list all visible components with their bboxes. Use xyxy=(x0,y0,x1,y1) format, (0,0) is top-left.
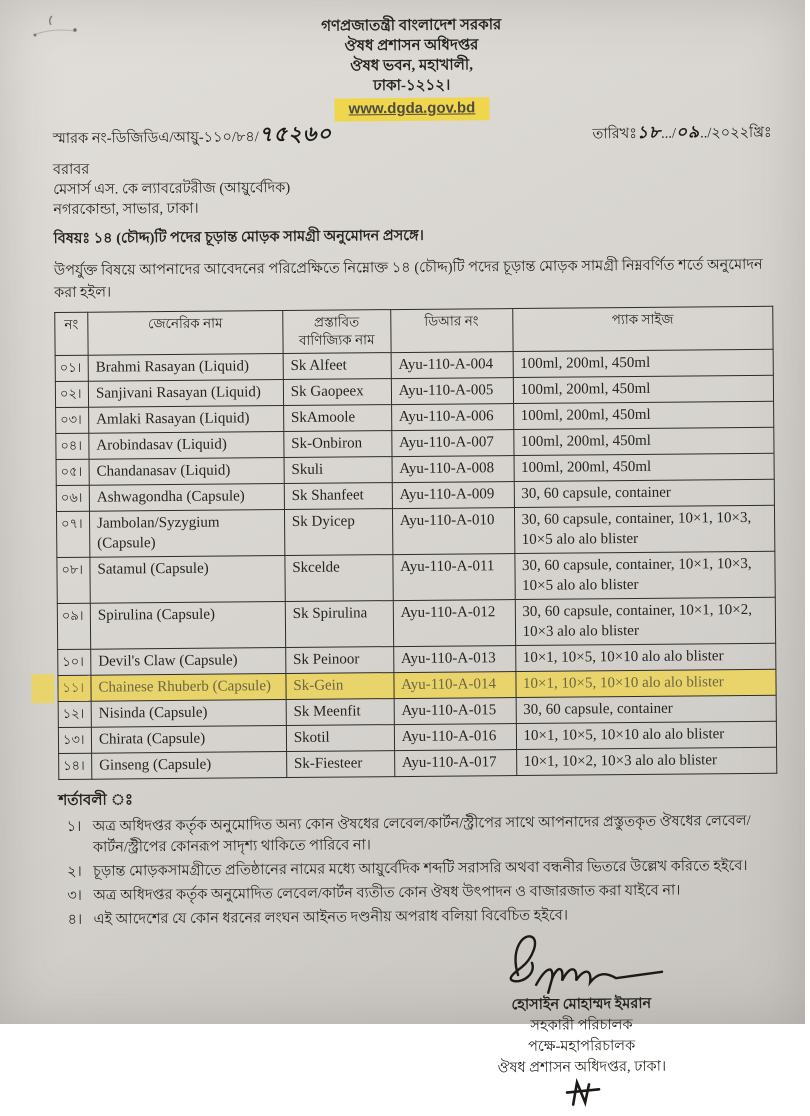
table-row xyxy=(56,505,774,557)
cell-brand-name: Sk Dyicep xyxy=(284,509,392,556)
date-year: ২০২২খ্রিঃ xyxy=(711,124,772,142)
cell-generic-name: Satamul (Capsule) xyxy=(90,556,285,604)
company-name: মেসার্স এস. কে ল্যাবরেটরীজ (আয়ুর্বেদিক) xyxy=(53,179,291,199)
condition-text: অত্র অধিদপ্তর কর্তৃক অনুমোদিত লেবেল/কার্টন ব্যতীত কোন ঔষধ উৎপাদন ও বাজারজাত করা যাইবে না। xyxy=(93,882,681,904)
signer-name: হোসাইন মোহাম্মদ ইমরান xyxy=(511,995,652,1014)
building-line: ঔষধ ভবন, মহাখালী, xyxy=(350,57,474,75)
memo-date-row xyxy=(53,122,772,152)
cell-dr-no: Ayu-110-A-011 xyxy=(393,554,515,601)
condition-item xyxy=(59,856,778,883)
col-header-pack-size: প্যাক সাইজ xyxy=(512,306,773,351)
cell-generic-name: Nisinda (Capsule) xyxy=(91,700,286,728)
cell-brand-name: Skuli xyxy=(284,457,392,484)
col-header-dr-no: ডিআর নং xyxy=(390,309,512,353)
cell-pack-size: 100ml, 200ml, 450ml xyxy=(513,375,774,403)
cell-dr-no: Ayu-110-A-012 xyxy=(393,600,515,647)
cell-pack-size: 100ml, 200ml, 450ml xyxy=(513,349,774,377)
cell-brand-name: Skotil xyxy=(286,725,394,752)
cell-brand-name: Sk Gaopeex xyxy=(283,379,391,406)
memo-number xyxy=(52,121,333,152)
addressee-block xyxy=(53,154,772,220)
cell-brand-name: Sk-Onbiron xyxy=(284,431,392,458)
cell-serial: ১৩। xyxy=(58,727,91,753)
approved-products-table xyxy=(54,306,777,780)
cell-dr-no: Ayu-110-A-007 xyxy=(392,430,514,457)
condition-text: চূড়ান্ত মোড়কসামগ্রীতে প্রতিষ্ঠানের নামের মধ্যে আয়ুর্বেদিক শব্দটি সরাসরি অথবা বন্ধনীর ভিতরে উল্লেখ করিতে হইবে। xyxy=(93,858,748,880)
cell-serial: ০৯। xyxy=(57,603,90,649)
city-line: ঢাকা-১২১২। xyxy=(373,77,451,95)
date-line xyxy=(592,122,771,148)
website-link: www.dgda.gov.bd xyxy=(335,97,490,121)
cell-brand-name: Sk Peinoor xyxy=(285,647,393,674)
cell-pack-size: 10×1, 10×5, 10×10 alo alo blister xyxy=(516,721,777,749)
condition-text: এই আদেশের যে কোন ধরনের লংঘন আইনত দণ্ডনীয় অপরাধ বলিয়া বিবেচিত হইবে। xyxy=(93,907,569,928)
cell-dr-no: Ayu-110-A-013 xyxy=(393,646,515,673)
cell-serial: ১২। xyxy=(58,701,91,727)
salutation: বরাবর xyxy=(52,161,90,179)
cell-dr-no: Ayu-110-A-008 xyxy=(392,456,514,483)
signer-office: ঔষধ প্রশাসন অধিদপ্তর, ঢাকা। xyxy=(497,1058,667,1077)
letterhead xyxy=(52,13,772,99)
cell-brand-name: Sk Shanfeet xyxy=(284,483,392,510)
memo-prefix: স্মারক নং-ডিজিডিএ/আয়ু-১১০/৮৪/ xyxy=(52,129,259,148)
conditions-title: শর্তাবলী ঃ xyxy=(58,792,134,810)
conditions-list xyxy=(59,811,779,931)
table-row xyxy=(57,551,775,603)
cell-serial: ০৫। xyxy=(56,459,89,485)
cell-generic-name: Devil's Claw (Capsule) xyxy=(91,648,286,676)
signature-block xyxy=(431,927,733,1112)
cell-serial: ০২। xyxy=(55,381,88,407)
company-address: নগরকোন্ডা, সাভার, ঢাকা। xyxy=(53,200,199,219)
cell-pack-size: 10×1, 10×2, 10×3 alo alo blister xyxy=(516,747,777,775)
subject-line: বিষয়ঃ ১৪ (চৌদ্দ)টি পদের চূড়ান্ত মোড়ক সামগ্রী অনুমোদন প্রসঙ্গে। xyxy=(53,227,424,248)
condition-item xyxy=(59,811,778,859)
cell-serial: ০১। xyxy=(55,355,88,381)
cell-generic-name: Chirata (Capsule) xyxy=(91,726,286,754)
directorate-title: ঔষধ প্রশাসন অধিদপ্তর xyxy=(344,37,479,55)
cell-pack-size: 30, 60 capsule, container, 10×1, 10×3, 10×5 alo alo blister xyxy=(514,505,775,553)
cell-brand-name: Sk-Gein xyxy=(286,673,394,700)
cell-brand-name: Skcelde xyxy=(285,555,393,602)
body-paragraph: উপর্যুক্ত বিষয়ে আপনাদের আবেদনের পরিপ্রেক্ষিতে নিম্নোক্ত ১৪ (চৌদ্দ)টি পদের চূড়ান্ত মোড়ক সামগ্রী নিম্নবর্ণিত শর্তে অনুমোদন করা হইল। xyxy=(53,256,763,302)
cell-generic-name: Amlaki Rasayan (Liquid) xyxy=(89,406,284,434)
cell-serial: ১৪। xyxy=(59,753,92,779)
cell-generic-name: Ginseng (Capsule) xyxy=(92,752,287,780)
date-month-handwritten: ০৯ xyxy=(675,122,701,142)
cell-dr-no: Ayu-110-A-009 xyxy=(392,482,514,509)
condition-number: ৪। xyxy=(67,911,83,928)
cell-pack-size: 30, 60 capsule, container, 10×1, 10×2, 10×3 alo alo blister xyxy=(515,597,776,645)
cell-dr-no: Ayu-110-A-017 xyxy=(394,750,516,777)
cell-brand-name: SkAmoole xyxy=(283,405,391,432)
signer-on-behalf: পক্ষে-মহাপরিচালক xyxy=(528,1037,636,1055)
cell-brand-name: Sk Meenfit xyxy=(286,699,394,726)
signature-icon xyxy=(466,927,697,1001)
cell-brand-name: Sk-Fiesteer xyxy=(286,751,394,778)
cell-dr-no: Ayu-110-A-016 xyxy=(394,724,516,751)
date-label: তারিখঃ xyxy=(592,125,638,143)
cell-generic-name: Chandanasav (Liquid) xyxy=(89,458,284,486)
cell-dr-no: Ayu-110-A-010 xyxy=(392,508,514,555)
date-dots: ../ xyxy=(699,125,712,142)
initial-mark-icon xyxy=(559,1076,605,1110)
condition-text: অত্র অধিদপ্তর কর্তৃক অনুমোদিত অন্য কোন ঔষধের লেবেল/কার্টন/স্ট্রীপের সাথে আপনাদের প্রস্তুতকৃত ঔষধের লেবেল/কার্টন/স্ট্রীপের কোনরূপ সাদৃশ্য থাকিতে পারিবে না। xyxy=(92,812,751,856)
memo-number-handwritten: ৭৫২৬০ xyxy=(258,121,333,147)
cell-generic-name: Brahmi Rasayan (Liquid) xyxy=(88,354,283,382)
table-row xyxy=(59,747,777,779)
cell-serial: ০৩। xyxy=(56,407,89,433)
col-header-brand-name: প্রস্তাবিত বাণিজ্যিক নাম xyxy=(283,310,391,354)
cell-pack-size: 100ml, 200ml, 450ml xyxy=(514,453,775,481)
date-day-handwritten: ১৮ xyxy=(636,122,662,142)
cell-brand-name: Sk Alfeet xyxy=(283,353,391,380)
table-header-row xyxy=(55,306,773,355)
cell-serial: ১১। xyxy=(58,675,91,701)
cell-pack-size: 30, 60 capsule, container xyxy=(514,479,775,507)
cell-pack-size: 10×1, 10×5, 10×10 alo alo blister xyxy=(515,669,776,697)
table-body xyxy=(55,349,777,779)
cell-pack-size: 30, 60 capsule, container, 10×1, 10×3, 10×5 alo alo blister xyxy=(514,551,775,599)
condition-number: ২। xyxy=(67,863,82,880)
website-line xyxy=(52,95,771,124)
cell-pack-size: 30, 60 capsule, container xyxy=(516,695,777,723)
cell-generic-name: Spirulina (Capsule) xyxy=(90,602,285,650)
cell-pack-size: 100ml, 200ml, 450ml xyxy=(513,401,774,429)
cell-serial: ০৬। xyxy=(56,485,89,511)
cell-generic-name: Arobindasav (Liquid) xyxy=(89,432,284,460)
cell-dr-no: Ayu-110-A-006 xyxy=(391,404,513,431)
cell-generic-name: Ashwagondha (Capsule) xyxy=(89,484,284,512)
cell-dr-no: Ayu-110-A-015 xyxy=(394,698,516,725)
cell-serial: ০৮। xyxy=(57,557,90,603)
condition-number: ১। xyxy=(66,818,82,835)
cell-generic-name: Jambolan/Syzygium (Capsule) xyxy=(89,510,284,558)
condition-item xyxy=(59,880,778,907)
cell-generic-name: Chainese Rhuberb (Capsule) xyxy=(91,674,286,702)
signer-designation: সহকারী পরিচালক xyxy=(530,1017,633,1034)
cell-serial: ০৪। xyxy=(56,433,89,459)
table-row xyxy=(57,597,775,649)
cell-dr-no: Ayu-110-A-005 xyxy=(391,378,513,405)
cell-serial: ০৭। xyxy=(56,511,89,557)
date-dots: .../ xyxy=(660,125,677,142)
col-header-generic-name: জেনেরিক নাম xyxy=(88,311,283,356)
cell-serial: ১০। xyxy=(58,649,91,675)
condition-number: ৩। xyxy=(67,887,83,904)
cell-dr-no: Ayu-110-A-004 xyxy=(391,352,513,379)
cell-pack-size: 100ml, 200ml, 450ml xyxy=(513,427,774,455)
col-header-serial: নং xyxy=(55,312,88,355)
cell-pack-size: 10×1, 10×5, 10×10 alo alo blister xyxy=(515,643,776,671)
cell-dr-no: Ayu-110-A-014 xyxy=(394,672,516,699)
govt-title: গণপ্রজাতন্ত্রী বাংলাদেশ সরকার xyxy=(321,17,502,35)
cell-brand-name: Sk Spirulina xyxy=(285,601,393,648)
cell-generic-name: Sanjivani Rasayan (Liquid) xyxy=(88,380,283,408)
